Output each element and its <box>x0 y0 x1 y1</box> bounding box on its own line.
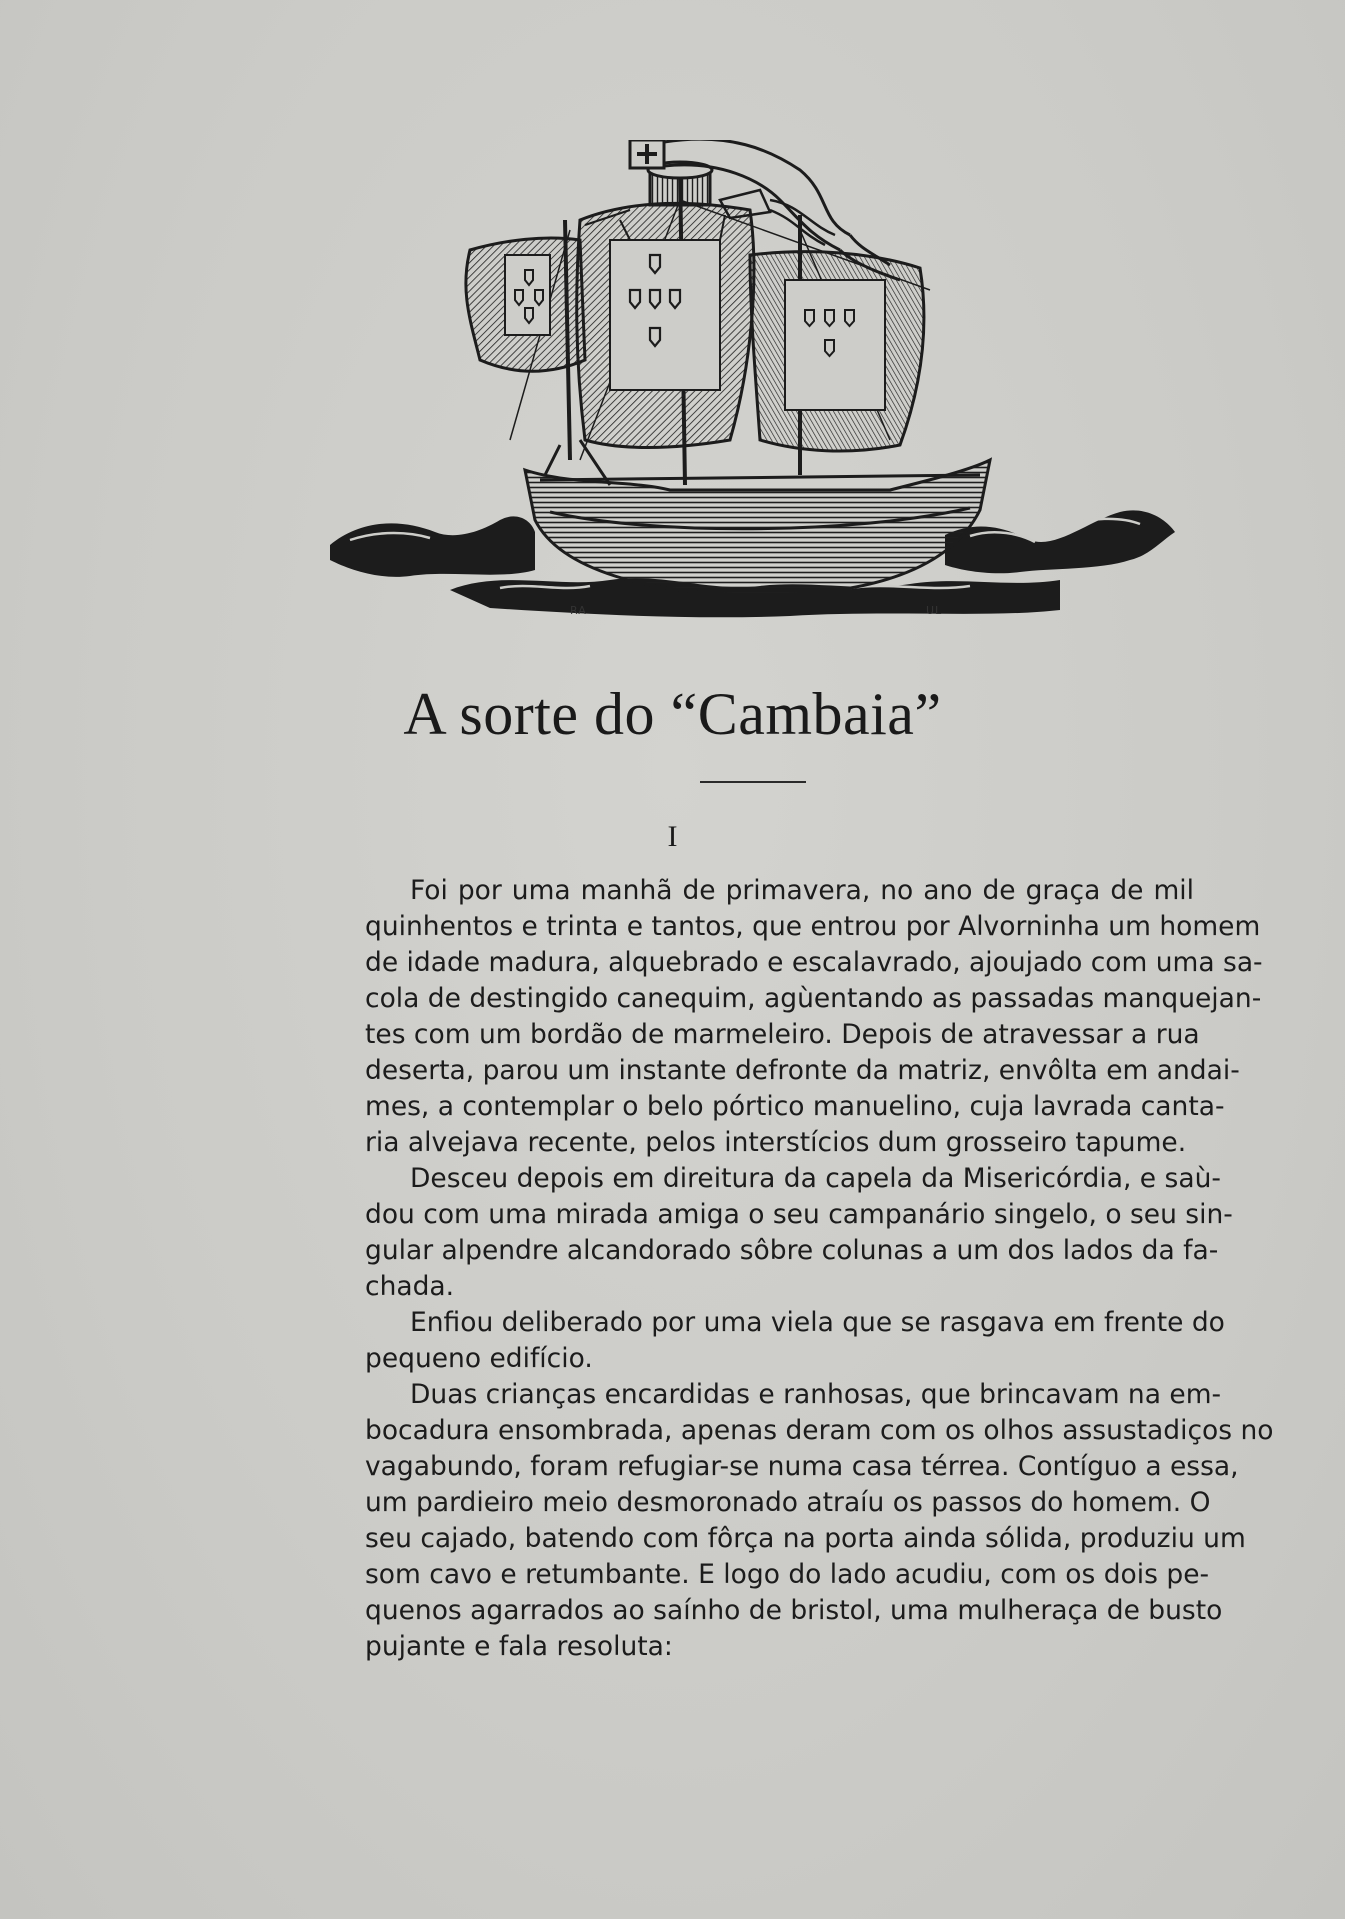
text-line: deserta, parou um instante defronte da matriz, envôlta em andai- <box>365 1055 1240 1086</box>
chapter-title: A sorte do “Cambaia” <box>403 681 942 747</box>
text-line: quinhentos e trinta e tantos, que entrou por Alvorninha um homem <box>365 911 1261 942</box>
body-text <box>320 873 1274 1665</box>
paragraph-2 <box>320 1161 1233 1305</box>
illustrator-signature-left: RA <box>570 604 587 617</box>
illustrator-signature-right: UL <box>926 604 943 617</box>
title-divider <box>700 781 806 783</box>
paragraph-1 <box>320 873 1263 1161</box>
caravel-illustration <box>330 140 1210 630</box>
text-line: Desceu depois em direitura da capela da Misericórdia, e saù- <box>410 1163 1221 1194</box>
text-line: pujante e fala resoluta: <box>365 1631 673 1662</box>
text-line: vagabundo, foram refugiar-se numa casa térrea. Contíguo a essa, <box>365 1451 1239 1482</box>
text-line: gular alpendre alcandorado sôbre colunas a um dos lados da fa- <box>365 1235 1219 1266</box>
mizzen-sail <box>750 252 924 451</box>
ship-hull <box>525 440 990 595</box>
text-line: ria alvejava recente, pelos interstícios dum grosseiro tapume. <box>365 1127 1187 1158</box>
paragraph-4 <box>320 1377 1274 1665</box>
text-line: pequeno edifício. <box>365 1343 593 1374</box>
text-line: tes com um bordão de marmeleiro. Depois de atravessar a rua <box>365 1019 1200 1050</box>
paragraph-3 <box>320 1305 1225 1377</box>
text-line: de idade madura, alquebrado e escalavrado, ajoujado com uma sa- <box>365 947 1263 978</box>
main-sail <box>577 203 754 447</box>
text-line: quenos agarrados ao saínho de bristol, uma mulheraça de busto <box>365 1595 1223 1626</box>
section-number: I <box>667 820 678 853</box>
text-line: Enfiou deliberado por uma viela que se rasgava em frente do <box>410 1307 1225 1338</box>
text-line: bocadura ensombrada, apenas deram com os olhos assustadiços no <box>365 1415 1274 1446</box>
text-line: seu cajado, batendo com fôrça na porta ainda sólida, produziu um <box>365 1523 1246 1554</box>
text-line: chada. <box>365 1271 455 1302</box>
text-line: som cavo e retumbante. E logo do lado acudiu, com os dois pe- <box>365 1559 1210 1590</box>
text-line: Foi por uma manhã de primavera, no ano de graça de mil <box>410 875 1194 906</box>
text-line: cola de destingido canequim, agùentando as passadas manquejan- <box>365 983 1262 1014</box>
text-line: Duas crianças encardidas e ranhosas, que brincavam na em- <box>410 1379 1222 1410</box>
text-line: dou com uma mirada amiga o seu campanário singelo, o seu sin- <box>365 1199 1233 1230</box>
text-line: um pardieiro meio desmoronado atraíu os passos do homem. O <box>365 1487 1211 1518</box>
text-line: mes, a contemplar o belo pórtico manuelino, cuja lavrada canta- <box>365 1091 1225 1122</box>
fore-sail <box>466 238 585 371</box>
